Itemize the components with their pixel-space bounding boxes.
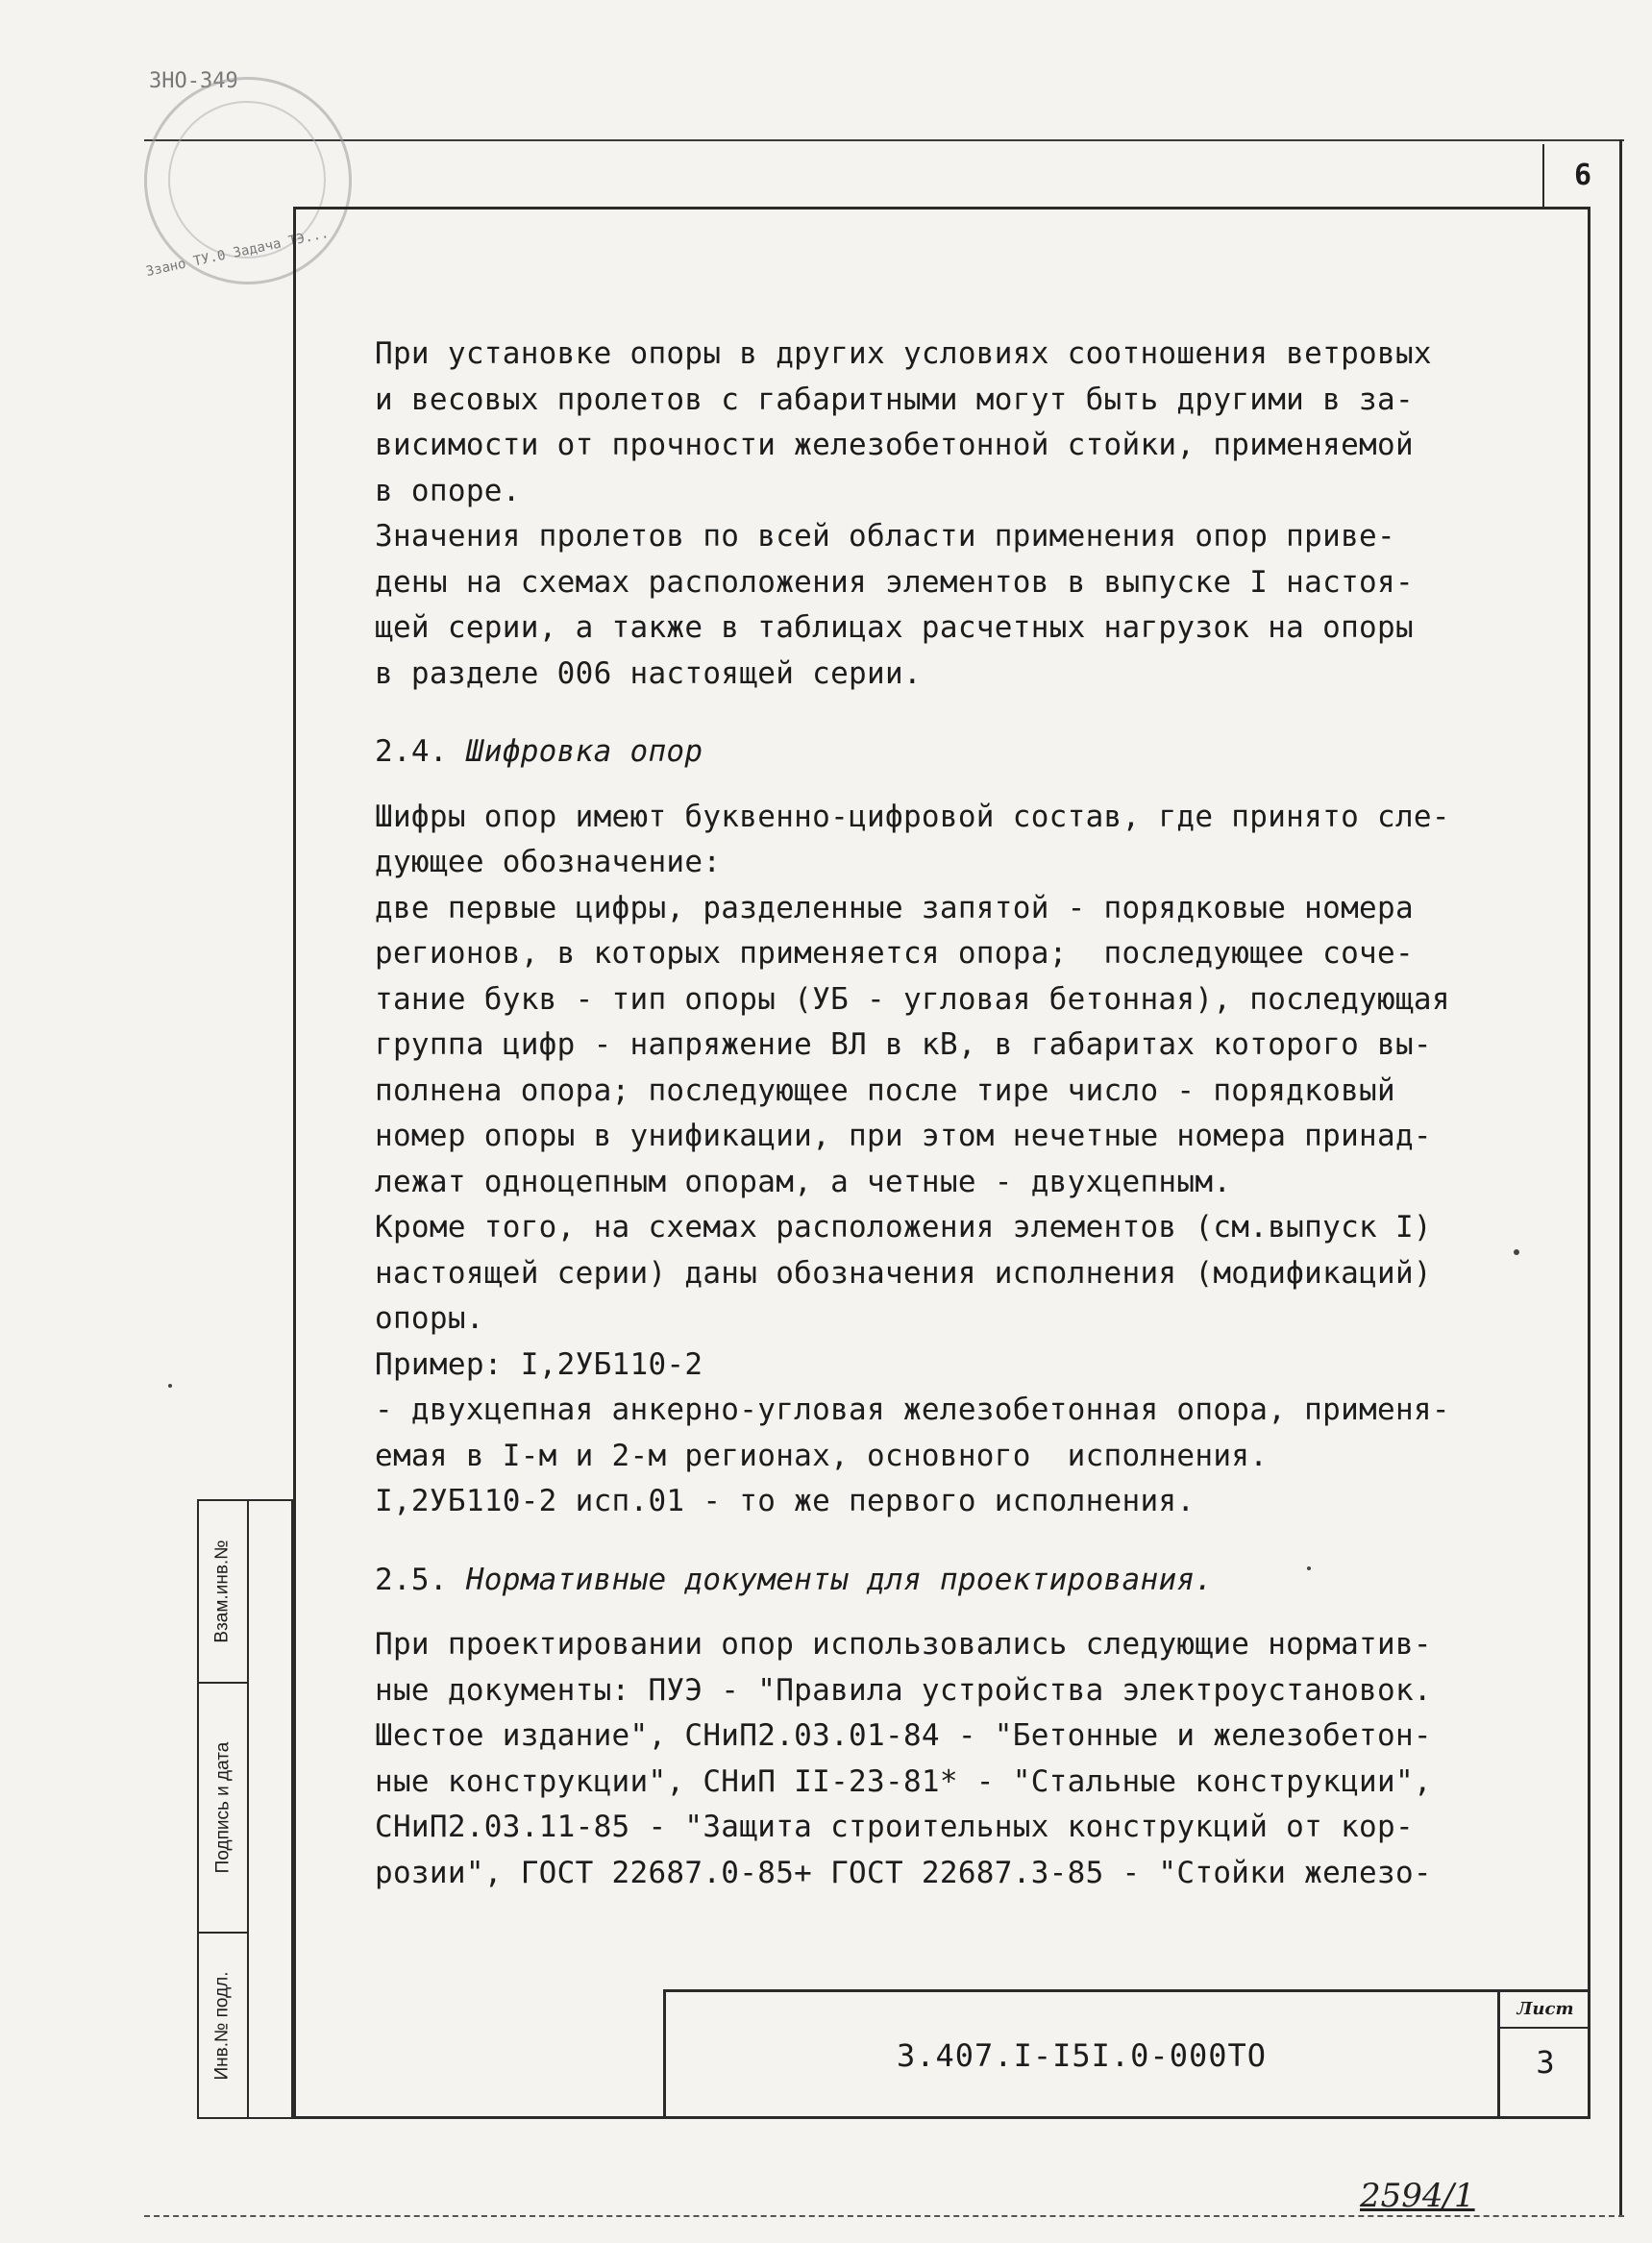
side-label-inv: Инв.№ подл. <box>212 1970 234 2081</box>
text-line: емая в I-м и 2-м регионах, основного исполнения. <box>375 1438 1269 1473</box>
side-cell-inv <box>199 1934 247 2117</box>
text-line: ные документы: ПУЭ - "Правила устройства электроустановок. <box>375 1672 1432 1708</box>
text-line: и весовых пролетов с габаритными могут быть другими в за- <box>375 382 1414 417</box>
text-line: Шифры опор имеют буквенно-цифровой состав, где принято сле- <box>375 799 1450 834</box>
text-line: группа цифр - напряжение ВЛ в кВ, в габаритах которого вы- <box>375 1027 1432 1062</box>
text-line: дены на схемах расположения элементов в выпуске I настоя- <box>375 564 1414 600</box>
section-heading-2-4 <box>375 729 1461 776</box>
side-cell-vzam <box>199 1501 247 1684</box>
text-line: Шестое издание", СНиП2.03.01-84 - "Бетонные и железобетон- <box>375 1718 1432 1753</box>
text-line: ные конструкции", СНиП II-23-81* - "Стальные конструкции", <box>375 1763 1432 1799</box>
text-line: в разделе 006 настоящей серии. <box>375 655 922 691</box>
scan-speck <box>1514 1249 1519 1255</box>
text-line: регионов, в которых применяется опора; последующее соче- <box>375 936 1414 971</box>
text-line: в опоре. <box>375 473 521 508</box>
sheet-label: Лист <box>1500 1992 1590 2029</box>
side-label-vzam: Взам.инв.№ <box>212 1540 233 1643</box>
title-block <box>663 1989 1590 2119</box>
paragraph-1 <box>375 332 1461 697</box>
section-title: Шифровка опор <box>465 734 703 769</box>
text-line: лежат одноцепным опорам, а четные - двухцепным. <box>375 1164 1232 1199</box>
text-line: Пример: I,2УБ110-2 <box>375 1346 703 1382</box>
text-line: розии", ГОСТ 22687.0-85+ ГОСТ 22687.3-85 - "Стойки железо- <box>375 1855 1432 1890</box>
archive-stamp-text: Ззано ТУ.0 Задача ТЭ... <box>144 226 331 280</box>
text-line: тание букв - тип опоры (УБ - угловая бетонная), последующая <box>375 981 1450 1017</box>
side-divider <box>247 1501 249 2117</box>
text-line: щей серии, а также в таблицах расчетных нагрузок на опоры <box>375 610 1414 645</box>
outer-frame-top-line <box>144 139 1624 141</box>
top-scribble: 3НО-349 <box>149 69 238 93</box>
text-line: При установке опоры в других условиях соотношения ветровых <box>375 336 1432 371</box>
section-number: 2.5. <box>375 1562 448 1597</box>
side-cell-podpis <box>199 1684 247 1934</box>
side-stamp-column <box>197 1499 293 2119</box>
text-line: Значения пролетов по всей области применения опор приве- <box>375 519 1395 554</box>
text-line: дующее обозначение: <box>375 845 722 879</box>
section-title: Нормативные документы для проектирования. <box>465 1562 1214 1597</box>
text-line: опоры. <box>375 1301 484 1336</box>
text-line: настоящей серии) даны обозначения исполнения (модификаций) <box>375 1255 1432 1291</box>
section-number: 2.4. <box>375 734 448 769</box>
text-line: При проектировании опор использовались следующие норматив- <box>375 1627 1432 1662</box>
document-code: 3.407.I-I5I.0-000ТО <box>896 2037 1268 2074</box>
outer-frame-right-line <box>1619 139 1622 2215</box>
bottom-dashed-line <box>144 2215 1624 2217</box>
text-line: полнена опора; последующее после тире число - порядковый <box>375 1072 1395 1108</box>
sheet-cell <box>1497 1992 1590 2119</box>
text-line: две первые цифры, разделенные запятой - порядковые номера <box>375 890 1414 925</box>
handwritten-number: 2594/1 <box>1360 2177 1475 2215</box>
paragraph-2 <box>375 795 1461 1525</box>
scan-speck <box>1307 1566 1311 1570</box>
text-line: висимости от прочности железобетонной стойки, применяемой <box>375 428 1414 462</box>
section-heading-2-5 <box>375 1558 1461 1604</box>
text-line: номер опоры в унификации, при этом нечетные номера принад- <box>375 1119 1432 1153</box>
page-number: 6 <box>1542 144 1621 207</box>
text-line: СНиП2.03.11-85 - "Защита строительных конструкций от кор- <box>375 1810 1414 1844</box>
sheet-number: 3 <box>1536 2044 1555 2081</box>
document-body <box>375 332 1461 1896</box>
text-line: Кроме того, на схемах расположения элементов (см.выпуск I) <box>375 1210 1432 1245</box>
text-line: I,2УБ110-2 исп.01 - то же первого исполнения. <box>375 1484 1196 1518</box>
side-label-podpis: Подпись и дата <box>212 1741 233 1874</box>
text-line: - двухцепная анкерно-угловая железобетонная опора, применя- <box>375 1393 1450 1427</box>
paragraph-3 <box>375 1622 1461 1896</box>
scan-speck <box>168 1384 172 1388</box>
